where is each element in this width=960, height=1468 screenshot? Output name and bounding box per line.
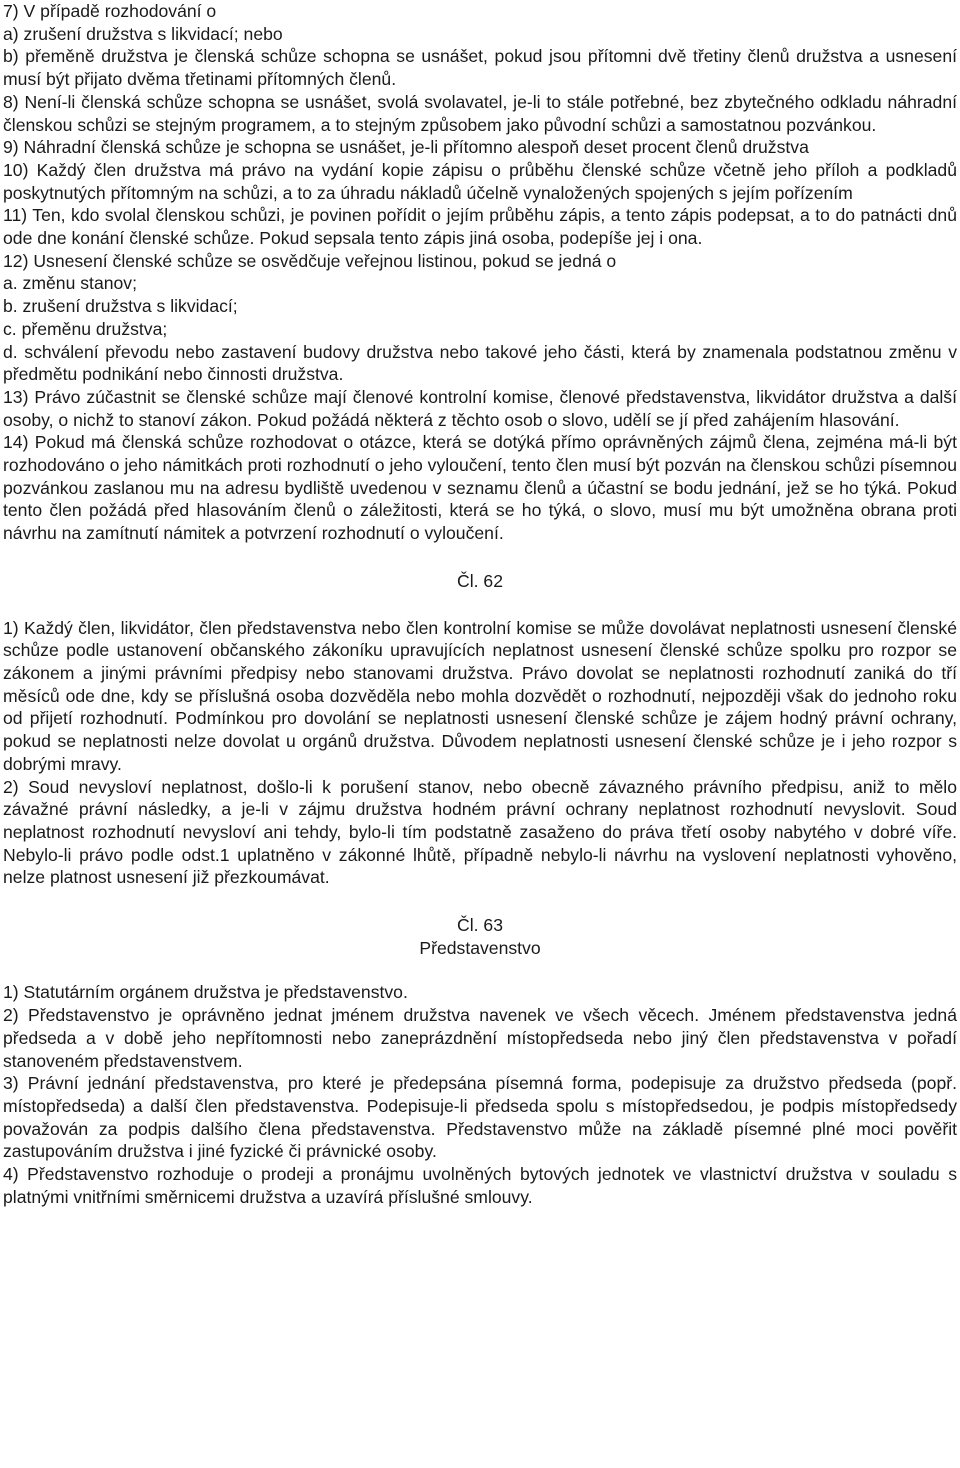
article-62-heading: Čl. 62 <box>457 570 503 591</box>
article-63-heading: Čl. 63 <box>457 915 503 936</box>
article-63 <box>3 981 957 1208</box>
paragraph-12-item-b: b. zrušení družstva s likvidací; <box>3 296 238 317</box>
article-62-paragraph-1: 1) Každý člen, likvidátor, člen představenstva nebo člen kontrolní komise se může dovolávat neplatnosti usnesení členské schůze podle ustanovení občanského zákoníku upravujících neplatnost usnesení členské schůze spolku pro rozpor se zákonem a jinými právními předpisy nebo stanovami družstva. Právo dovolat se neplatnosti rozhodnutí zaniká do tří měsíců ode dne, kdy se příslušná osoba dozvěděla nebo mohla dozvědět o rozhodnutí, nejpozději však do jednoho roku od přijetí rozhodnutí. Podmínkou pro dovolání se neplatnosti usnesení členské schůze je zájem hodný právní ochrany, pokud se neplatnosti nelze dovolat u orgánů družstva. Důvodem neplatnosti usnesení členské schůze je i jeho rozpor s dobrými mravy. <box>3 617 957 774</box>
article-61-continuation <box>3 0 957 545</box>
paragraph-7-item-b: b) přeměně družstva je členská schůze schopna se usnášet, pokud jsou přítomni dvě třetiny členů družstva a usnesení musí být přijato dvěma třetinami přítomných členů. <box>3 46 957 90</box>
paragraph-12-item-c: c. přeměnu družstva; <box>3 318 168 339</box>
article-63-subheading: Představenstvo <box>419 937 541 958</box>
article-62-paragraph-2: 2) Soud nevysloví neplatnost, došlo-li k porušení stanov, nebo obecně závazného právního předpisu, aniž to mělo závažné právní následky, a je-li v zájmu družstva hodném právní ochrany neplatnost rozhodnutí nevyslovit. Soud neplatnost rozhodnutí nevysloví ani tehdy, bylo-li tím podstatně zasaženo do práva třetí osoby nabytého v dobré víře. Nebylo-li právo podle odst.1 uplatněno v zákonné lhůtě, případně nebylo-li návrhu na vyslovení neplatnosti vyhověno, nelze platnost usnesení již přezkoumávat. <box>3 776 957 888</box>
spacer <box>3 593 957 617</box>
paragraph-9: 9) Náhradní členská schůze je schopna se usnášet, je-li přítomno alespoň deset procent členů družstva <box>3 137 809 158</box>
article-62 <box>3 617 957 889</box>
spacer <box>3 959 957 981</box>
paragraph-12-item-a: a. změnu stanov; <box>3 273 137 294</box>
paragraph-7-intro: 7) V případě rozhodování o <box>3 1 217 21</box>
paragraph-10: 10) Každý člen družstva má právo na vydání kopie zápisu o průběhu členské schůze včetně jeho příloh a podkladů poskytnutých přítomným na schůzi, a to za úhradu nákladů účelně vynaložených spojených s jejím pořízením <box>3 159 957 203</box>
paragraph-12-item-d: d. schválení převodu nebo zastavení budovy družstva nebo takové jeho části, která by znamenala podstatnou změnu v předmětu podnikání nebo činnosti družstva. <box>3 341 957 385</box>
spacer <box>3 889 957 914</box>
article-63-paragraph-2: 2) Představenstvo je oprávněno jednat jménem družstva navenek ve všech věcech. Jménem představenstva jedná předseda a v době jeho nepřítomnosti nebo zaneprázdnění místopředseda nebo jiný člen představenstva v pořadí stanoveném představenstvem. <box>3 1005 957 1071</box>
paragraph-14: 14) Pokud má členská schůze rozhodovat o otázce, která se dotýká přímo oprávněných zájmů člena, zejména má-li být rozhodováno o jeho námitkách proti rozhodnutí o jeho vyloučení, tento člen musí být pozván na členskou schůzi písemnou pozvánkou zaslanou mu na adresu bydliště uvedenou v seznamu členů a účastní se bodu jednání, jež se ho týká. Pokud tento člen požádá před hlasováním členů o záležitosti, která se ho týká, o slovo, musí mu být umožněna obrana proti návrhu na zamítnutí námitek a potvrzení rozhodnutí o vyloučení. <box>3 432 957 544</box>
paragraph-11: 11) Ten, kdo svolal členskou schůzi, je povinen pořídit o jejím průběhu zápis, a tento zápis podepsat, a to do patnácti dnů ode dne konání členské schůze. Pokud sepsala tento zápis jiná osoba, podepíše jej i ona. <box>3 205 957 249</box>
spacer <box>3 545 957 570</box>
article-63-paragraph-1: 1) Statutárním orgánem družstva je představenstvo. <box>3 982 408 1003</box>
paragraph-8: 8) Není-li členská schůze schopna se usnášet, svolá svolavatel, je-li to stále potřebné, bez zbytečného odkladu náhradní členskou schůzi se stejným programem, a to stejným způsobem jako původní schůzi a samostatnou pozvánkou. <box>3 91 957 135</box>
article-63-paragraph-4: 4) Představenstvo rozhoduje o prodeji a pronájmu uvolněných bytových jednotek ve vlastnictví družstva v souladu s platnými vnitřními směrnicemi družstva a uzavírá příslušné smlouvy. <box>3 1164 957 1207</box>
article-63-paragraph-3: 3) Právní jednání představenstva, pro které je předepsána písemná forma, podepisuje za družstvo předseda (popř. místopředseda) a další člen představenstva. Podepisuje-li předseda spolu s místopředsedou, je podpis místopředsedy považován za podpis dalšího člena představenstva. Představenstvo může na základě písemné plné moci pověřit zastupováním družstva i jiné fyzické či právnické osoby. <box>3 1073 957 1162</box>
paragraph-12-intro: 12) Usnesení členské schůze se osvědčuje veřejnou listinou, pokud se jedná o <box>3 250 617 271</box>
document-page <box>3 0 957 1208</box>
paragraph-7-item-a: a) zrušení družstva s likvidací; nebo <box>3 23 283 44</box>
paragraph-13: 13) Právo zúčastnit se členské schůze mají členové kontrolní komise, členové představenstva, likvidátor družstva a další osoby, o nichž to stanoví zákon. Pokud požádá některá z těchto osob o slovo, udělí se jí před zahájením hlasování. <box>3 386 957 430</box>
